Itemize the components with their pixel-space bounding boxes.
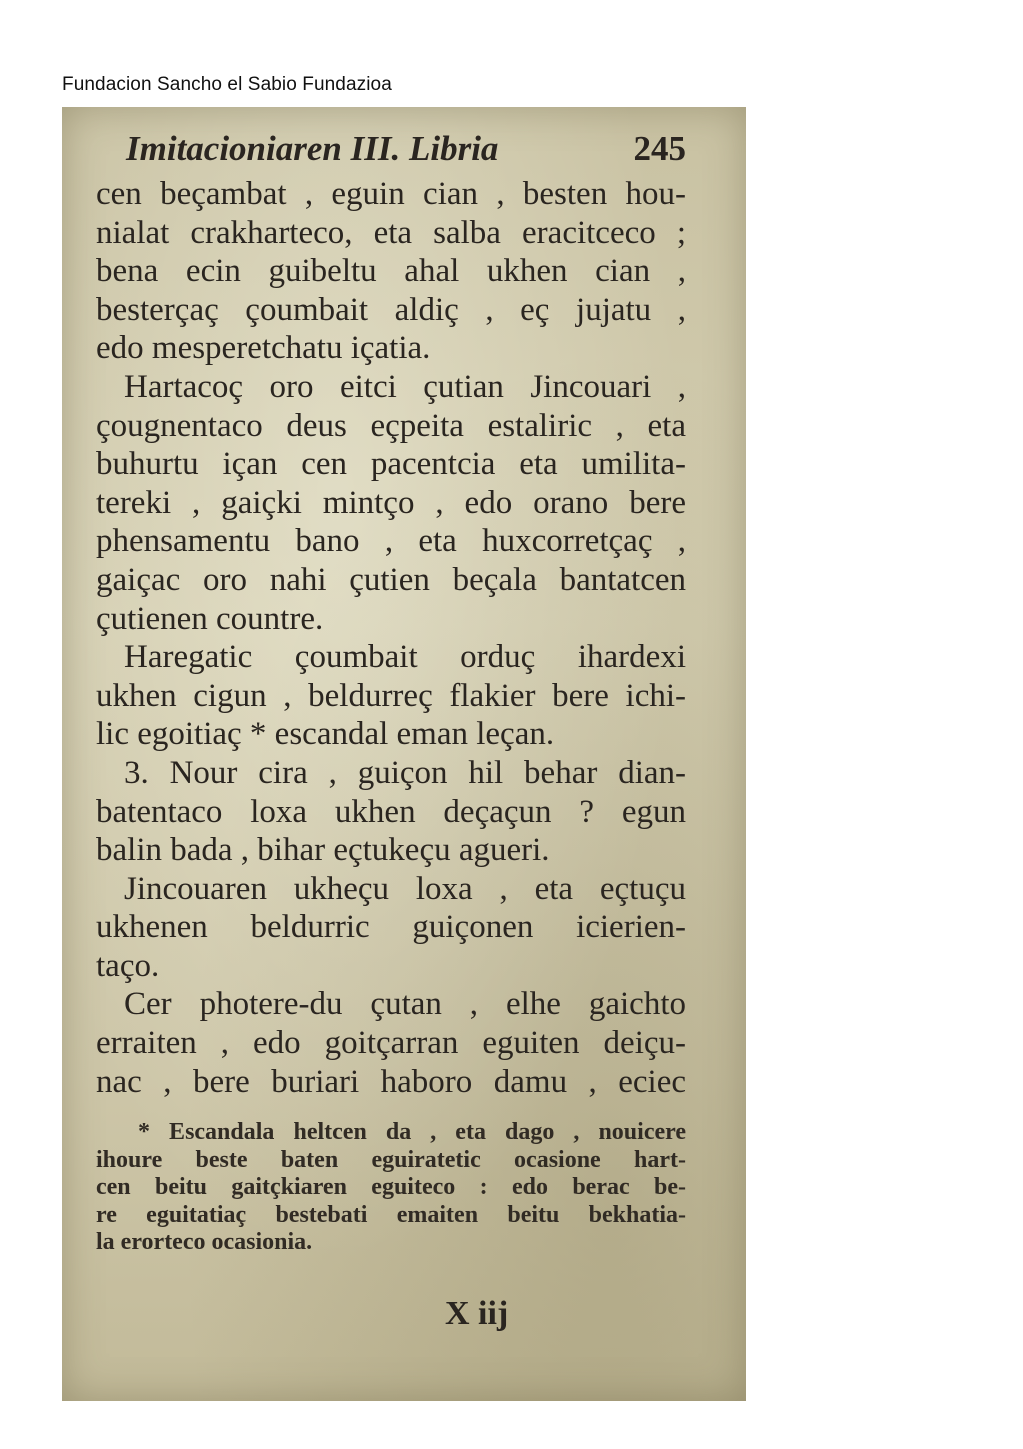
text-line: edo mesperetchatu içatia. bbox=[96, 330, 431, 367]
text-line: bena ecin guibeltu ahal ukhen cian , bbox=[96, 253, 686, 290]
source-header: Fundacion Sancho el Sabio Fundazioa bbox=[62, 74, 392, 95]
text-line: balin bada , bihar eçtukeçu agueri. bbox=[96, 832, 550, 869]
footnote bbox=[96, 1119, 686, 1257]
footnote-line: cen beitu gaitçkiaren eguiteco : edo berac be- bbox=[96, 1174, 686, 1201]
text-line: nac , bere buriari haboro damu , eciec bbox=[96, 1063, 686, 1100]
footnote-line: ihoure beste baten eguiratetic ocasione hart- bbox=[96, 1146, 686, 1173]
text-line: batentaco loxa ukhen deçaçun ? egun bbox=[96, 793, 686, 830]
text-line: taço. bbox=[96, 947, 160, 984]
text-line: Hartacoç oro eitci çutian Jincouari , bbox=[124, 368, 686, 405]
text-line: buhurtu içan cen pacentcia eta umilita- bbox=[96, 446, 686, 483]
text-line: çougnentaco deus eçpeita estaliric , eta bbox=[96, 407, 686, 444]
text-line: Jincouaren ukheçu loxa , eta eçtuçu bbox=[124, 870, 686, 907]
footnote-line: * Escandala heltcen da , eta dago , nouicere bbox=[138, 1119, 686, 1146]
text-line: tereki , gaiçki mintço , edo orano bere bbox=[96, 484, 686, 521]
text-line: çutienen countre. bbox=[96, 600, 324, 637]
text-line: Haregatic çoumbait orduç ihardexi bbox=[124, 639, 686, 676]
text-line: gaiçac oro nahi çutien beçala bantatcen bbox=[96, 561, 686, 598]
text-line: phensamentu bano , eta huxcorretçaç , bbox=[96, 523, 686, 560]
page-number: 245 bbox=[633, 129, 686, 168]
footnote-line: re eguitatiaç bestebati emaiten beitu bekhatia- bbox=[96, 1201, 686, 1228]
footnote-line: la erorteco ocasionia. bbox=[96, 1229, 313, 1256]
running-head bbox=[126, 129, 686, 175]
text-line: ukhenen beldurric guiçonen icierien- bbox=[96, 909, 686, 946]
text-line: Cer photere-du çutan , elhe gaichto bbox=[124, 986, 686, 1023]
text-line: ukhen cigun , beldurreç flakier bere ichi- bbox=[96, 677, 686, 714]
signature-mark: X iij bbox=[445, 1295, 509, 1332]
text-line: erraiten , edo goitçarran eguiten deiçu- bbox=[96, 1025, 686, 1062]
text-line: nialat crakharteco, eta salba eracitceco ; bbox=[96, 214, 686, 251]
text-line: besterçaç çoumbait aldiç , eç jujatu , bbox=[96, 291, 686, 328]
page-text-block bbox=[96, 129, 686, 1257]
text-line: cen beçambat , eguin cian , besten hou- bbox=[96, 176, 686, 212]
text-line: 3. Nour cira , guiçon hil behar dian- bbox=[124, 754, 686, 791]
scanned-book-page bbox=[62, 107, 746, 1401]
text-line: lic egoitiaç * escandal eman leçan. bbox=[96, 716, 555, 753]
running-title: Imitacioniaren III. Libria bbox=[126, 129, 499, 168]
